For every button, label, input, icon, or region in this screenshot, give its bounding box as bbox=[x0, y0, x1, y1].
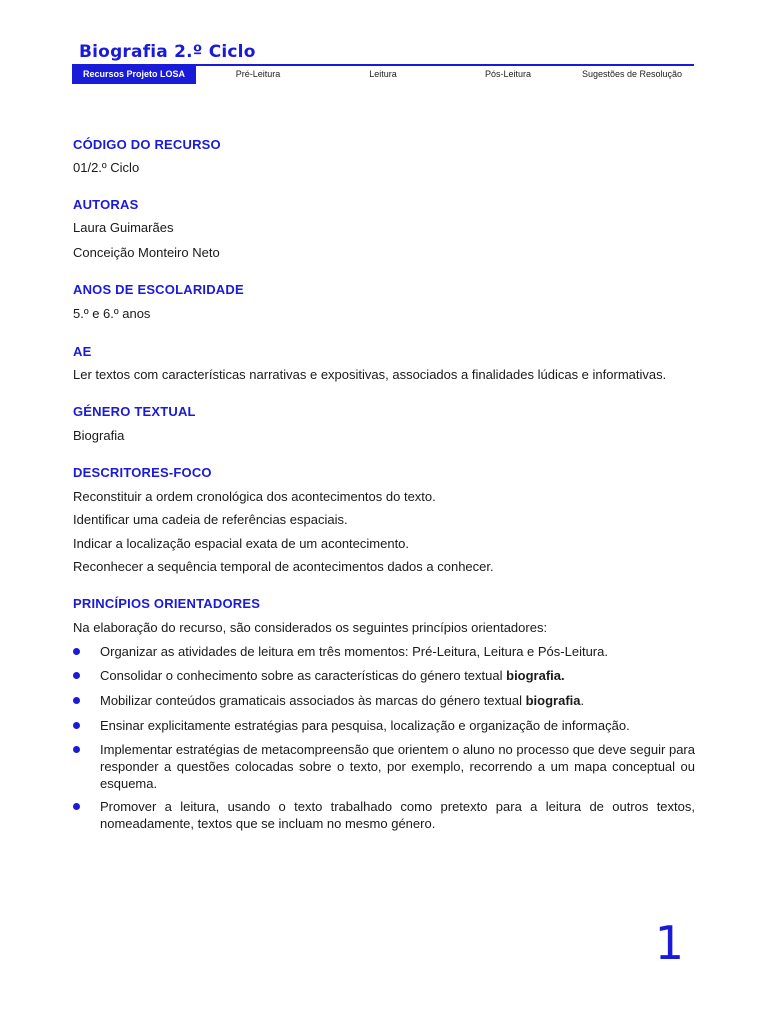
principio-text: Consolidar o conhecimento sobre as características do género textual bbox=[100, 668, 507, 683]
ae-value: Ler textos com características narrativas e expositivas, associados a finalidades lúdicas e informativas. bbox=[73, 367, 667, 382]
bullet-icon bbox=[73, 746, 80, 753]
principio-text: Implementar estratégias de metacompreensão que orientem o aluno no processo que deve seguir para responder a questões colocadas sobre o texto, por exemplo, recorrendo a um mapa conceptual ou esquema. bbox=[100, 742, 695, 791]
principio-item bbox=[100, 643, 695, 660]
descritor-item: Reconstituir a ordem cronológica dos acontecimentos do texto. bbox=[73, 489, 436, 504]
heading-descritores-foco: DESCRITORES-FOCO bbox=[73, 465, 212, 480]
heading-anos-escolaridade: ANOS DE ESCOLARIDADE bbox=[73, 282, 244, 297]
heading-ae: AE bbox=[73, 344, 92, 359]
codigo-value: 01/2.º Ciclo bbox=[73, 160, 140, 175]
principio-item bbox=[100, 798, 695, 832]
heading-codigo-recurso: CÓDIGO DO RECURSO bbox=[73, 137, 221, 152]
principio-text: Organizar as atividades de leitura em três momentos: Pré-Leitura, Leitura e Pós-Leitura. bbox=[100, 644, 608, 659]
principio-text: Ensinar explicitamente estratégias para pesquisa, localização e organização de informação. bbox=[100, 718, 630, 733]
project-badge: Recursos Projeto LOSA bbox=[72, 64, 196, 84]
principio-bold-term: biografia bbox=[525, 693, 581, 708]
bullet-icon bbox=[73, 722, 80, 729]
principio-text: Promover a leitura, usando o texto trabalhado como pretexto para a leitura de outros textos, nomeadamente, textos que se incluam no mesmo género. bbox=[100, 799, 695, 831]
bullet-icon bbox=[73, 672, 80, 679]
principio-bold-term: biografia. bbox=[506, 668, 565, 683]
page-number: 1 bbox=[654, 916, 684, 970]
principio-item bbox=[100, 741, 695, 792]
document-title: Biografia 2.º Ciclo bbox=[79, 42, 256, 62]
heading-principios-orientadores: PRINCÍPIOS ORIENTADORES bbox=[73, 596, 261, 611]
descritor-item: Indicar a localização espacial exata de um acontecimento. bbox=[73, 536, 410, 551]
author-name: Laura Guimarães bbox=[73, 220, 174, 235]
principio-punctuation: . bbox=[580, 693, 585, 708]
nav-pos-leitura[interactable]: Pós-Leitura bbox=[484, 69, 532, 79]
anos-value: 5.º e 6.º anos bbox=[73, 306, 151, 321]
heading-genero-textual: GÉNERO TEXTUAL bbox=[73, 404, 196, 419]
principio-item bbox=[100, 692, 695, 709]
author-name: Conceição Monteiro Neto bbox=[73, 245, 220, 260]
bullet-icon bbox=[73, 648, 80, 655]
bullet-icon bbox=[73, 803, 80, 810]
principios-intro: Na elaboração do recurso, são considerados os seguintes princípios orientadores: bbox=[73, 620, 548, 635]
genero-value: Biografia bbox=[73, 428, 125, 443]
nav-pre-leitura[interactable]: Pré-Leitura bbox=[235, 69, 281, 79]
bullet-icon bbox=[73, 697, 80, 704]
principio-item bbox=[100, 667, 695, 684]
principio-text: Mobilizar conteúdos gramaticais associados às marcas do género textual bbox=[100, 693, 526, 708]
nav-leitura[interactable]: Leitura bbox=[369, 69, 397, 79]
principio-item bbox=[100, 717, 695, 734]
heading-autoras: AUTORAS bbox=[73, 197, 139, 212]
descritor-item: Identificar uma cadeia de referências espaciais. bbox=[73, 512, 348, 527]
nav-sugestoes-resolucao[interactable]: Sugestões de Resolução bbox=[581, 69, 683, 79]
descritor-item: Reconhecer a sequência temporal de acontecimentos dados a conhecer. bbox=[73, 559, 494, 574]
